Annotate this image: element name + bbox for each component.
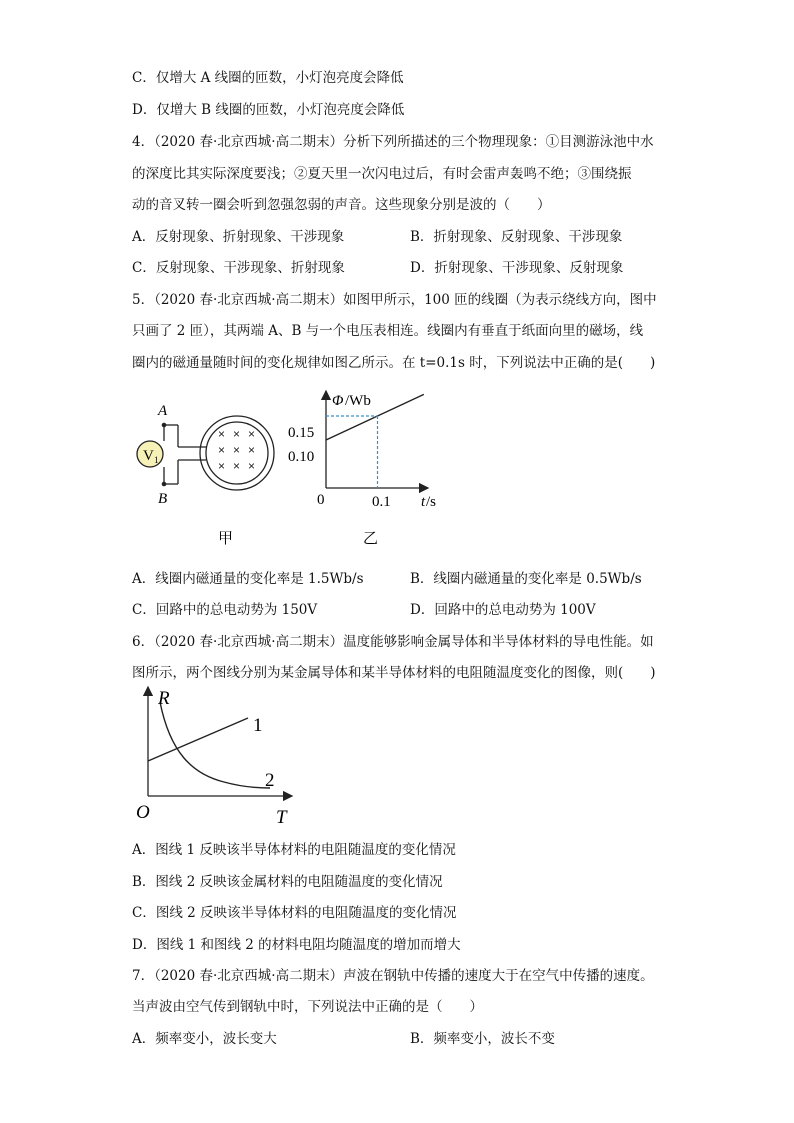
q4-stem-line-1: 4．（2020 春·北京西城·高二期末）分析下列所描述的三个物理现象：①目测游泳池中水 bbox=[132, 134, 654, 150]
q4-option-d: D．折射现象、干涉现象、反射现象 bbox=[410, 260, 624, 276]
q4-stem-line-2: 的深度比其实际深度要浅；②夏天里一次闪电过后，有时会雷声轰鸣不绝；③围绕振 bbox=[132, 166, 632, 182]
q4-option-a: A．反射现象、折射现象、干涉现象 bbox=[132, 229, 345, 245]
field-cross: × bbox=[248, 459, 256, 473]
q7-stem-line-1: 7．（2020 春·北京西城·高二期末）声波在钢轨中传播的速度大于在空气中传播的速度。 bbox=[132, 968, 654, 984]
q6-option-a: A．图线 1 反映该半导体材料的电阻随温度的变化情况 bbox=[132, 842, 456, 858]
voltmeter-v-label: V bbox=[143, 448, 154, 464]
q6-option-d: D．图线 1 和图线 2 的材料电阻均随温度的增加而增大 bbox=[132, 937, 461, 953]
curve-2-label: 2 bbox=[265, 770, 275, 791]
x-tick-label: 0.1 bbox=[372, 494, 391, 510]
q5-stem-line-2: 只画了 2 匝），其两端 A、B 与一个电压表相连。线圈内有垂直于纸面向里的磁场，线 bbox=[132, 323, 644, 339]
terminal-a-dot bbox=[162, 423, 167, 428]
field-cross: × bbox=[218, 443, 226, 457]
x-axis-unit: /s bbox=[426, 494, 437, 510]
curve-1-label: 1 bbox=[253, 715, 263, 736]
figure-yi-caption: 乙 bbox=[363, 529, 379, 547]
q7-stem-line-2: 当声波由空气传到钢轨中时，下列说法中正确的是（ ） bbox=[132, 999, 483, 1015]
figure-yi-chart bbox=[280, 385, 455, 555]
q6-option-b: B．图线 2 反映该金属材料的电阻随温度的变化情况 bbox=[132, 874, 443, 890]
terminal-a-label: A bbox=[158, 403, 168, 419]
field-cross: × bbox=[218, 459, 226, 473]
t-axis-label: T bbox=[276, 807, 287, 828]
y-axis-unit: /Wb bbox=[345, 393, 371, 409]
origin-label: 0 bbox=[317, 492, 325, 508]
terminal-b-dot bbox=[162, 482, 167, 487]
y-tick-label-low: 0.10 bbox=[288, 449, 315, 465]
x-axis-symbol: t bbox=[421, 494, 426, 510]
field-cross: × bbox=[248, 443, 256, 457]
q4-stem-line-3: 动的音叉转一圈会听到忽强忽弱的声音。这些现象分别是波的（ ） bbox=[132, 197, 551, 213]
q6-stem-line-1: 6．（2020 春·北京西城·高二期末）温度能够影响金属导体和半导体材料的导电性能。如 bbox=[132, 634, 654, 650]
origin-label: O bbox=[136, 802, 150, 823]
figure-r-t-graph bbox=[132, 682, 302, 827]
voltmeter-subscript: 1 bbox=[154, 455, 159, 465]
q5-stem-line-1: 5．（2020 春·北京西城·高二期末）如图甲所示，100 匝的线圈（为表示绕线方向，图中 bbox=[132, 292, 657, 308]
q6-stem-line-2: 图所示，两个图线分别为某金属导体和某半导体材料的电阻随温度变化的图像，则( ) bbox=[132, 665, 656, 681]
field-cross: × bbox=[218, 427, 226, 441]
q5-option-c: C．回路中的总电动势为 150V bbox=[132, 602, 318, 618]
y-axis-symbol: Φ bbox=[332, 393, 344, 409]
q5-stem-line-3: 圈内的磁通量随时间的变化规律如图乙所示。在 t=0.1s 时，下列说法中正确的是( ) bbox=[132, 355, 656, 371]
q5-option-a: A．线圈内磁通量的变化率是 1.5Wb/s bbox=[132, 571, 364, 587]
q6-option-c: C．图线 2 反映该半导体材料的电阻随温度的变化情况 bbox=[132, 905, 457, 921]
q3-option-c: C．仅增大 A 线圈的匝数，小灯泡亮度会降低 bbox=[132, 70, 404, 86]
field-cross: × bbox=[248, 427, 256, 441]
curve-1 bbox=[148, 718, 248, 761]
field-cross: × bbox=[233, 427, 241, 441]
q5-option-d: D．回路中的总电动势为 100V bbox=[410, 602, 596, 618]
field-cross: × bbox=[233, 459, 241, 473]
terminal-b-label: B bbox=[158, 491, 168, 507]
q7-option-b: B．频率变小，波长不变 bbox=[410, 1031, 555, 1047]
q5-option-b: B．线圈内磁通量的变化率是 0.5Wb/s bbox=[410, 571, 642, 587]
y-tick-label-high: 0.15 bbox=[288, 425, 315, 441]
q3-option-d: D．仅增大 B 线圈的匝数，小灯泡亮度会降低 bbox=[132, 102, 405, 118]
q7-option-a: A．频率变小，波长变大 bbox=[132, 1031, 277, 1047]
r-axis-label: R bbox=[158, 688, 170, 709]
q4-option-b: B．折射现象、反射现象、干涉现象 bbox=[410, 229, 623, 245]
figure-jia-caption: 甲 bbox=[218, 529, 234, 547]
figure-jia-circuit bbox=[130, 395, 280, 555]
field-cross: × bbox=[233, 443, 241, 457]
q4-option-c: C．反射现象、干涉现象、折射现象 bbox=[132, 260, 345, 276]
